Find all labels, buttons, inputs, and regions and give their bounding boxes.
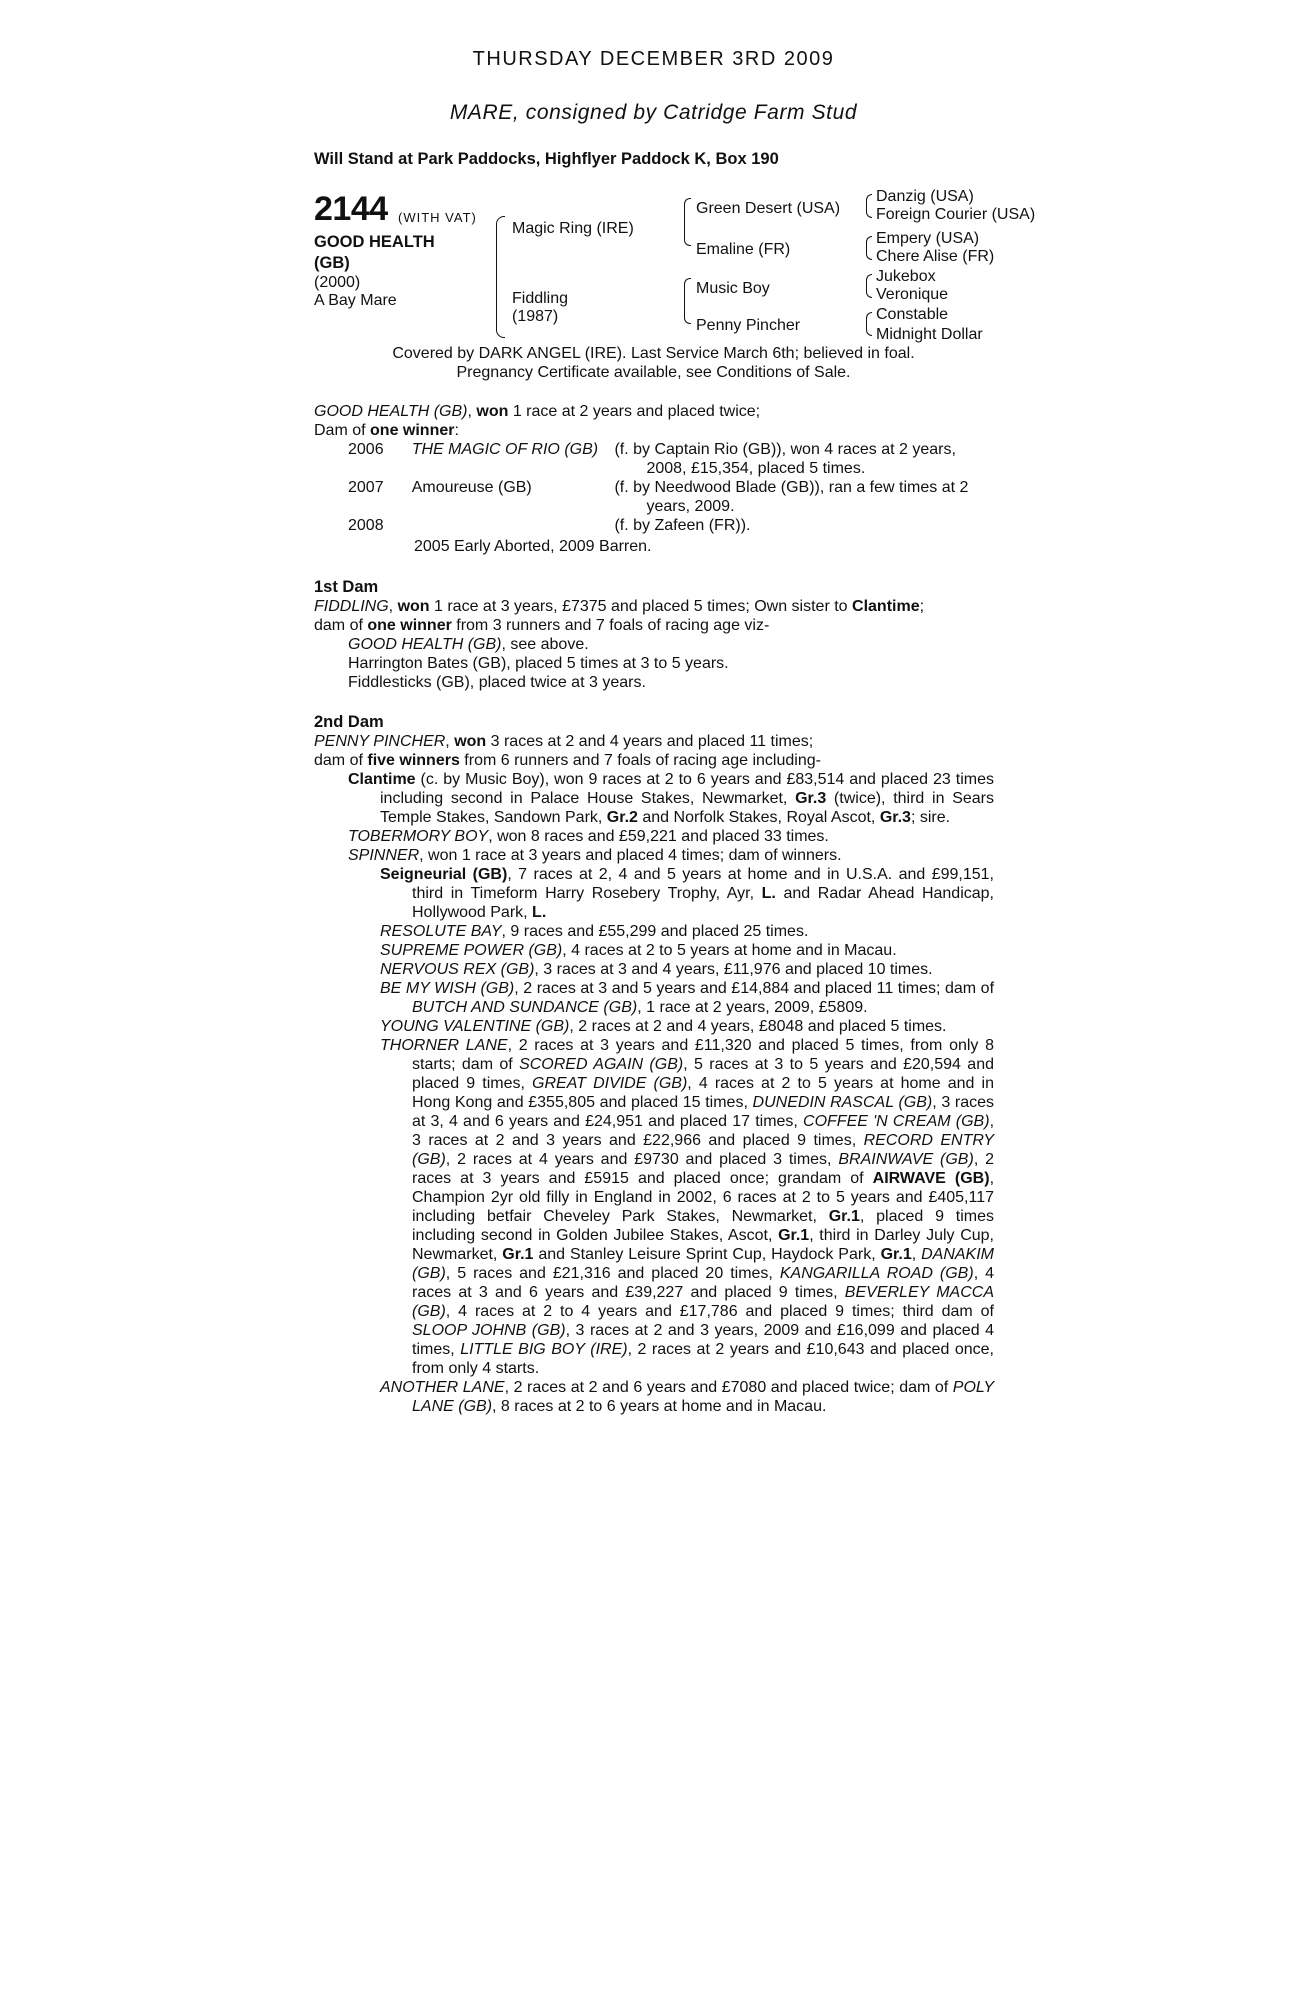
first-dam-offspring: GOOD HEALTH (GB), see above. bbox=[348, 636, 589, 653]
sire-name: Magic Ring (IRE) bbox=[512, 220, 634, 237]
sale-date-header: THURSDAY DECEMBER 3RD 2009 bbox=[472, 48, 835, 70]
dam-sire-name: Music Boy bbox=[696, 280, 770, 297]
lot-subtitle: MARE, consigned by Catridge Farm Stud bbox=[449, 101, 858, 124]
progeny-year: 2007 bbox=[348, 479, 384, 496]
first-dam-offspring: Harrington Bates (GB), placed 5 times at 3 to 5 years. bbox=[348, 655, 729, 672]
horse-foaling-year: (2000) bbox=[314, 274, 361, 291]
pedigree-bracket-gen1 bbox=[496, 216, 505, 338]
sire-dam-name: Emaline (FR) bbox=[696, 241, 791, 258]
covering-line-1: Covered by DARK ANGEL (IRE). Last Service March 6th; believed in foal. bbox=[392, 345, 915, 362]
progeny-name: THE MAGIC OF RIO (GB) bbox=[411, 441, 599, 458]
record-text: 1 race at 2 years and placed twice; bbox=[508, 403, 761, 420]
first-dam-record: FIDDLING, won 1 race at 3 years, £7375 and placed 5 times; Own sister to Clantime; bbox=[314, 598, 925, 615]
lot-record bbox=[314, 402, 994, 556]
grandoffspring-another-lane: ANOTHER LANE, 2 races at 2 and 6 years and £7080 and placed twice; dam of POLY LANE (GB), 8 races at 2 to 6 years at home and in Macau. bbox=[380, 1379, 995, 1415]
great-grandsire-6: Veronique bbox=[876, 286, 949, 303]
offspring-tobermory-boy: TOBERMORY BOY, won 8 races and £59,221 and placed 33 times. bbox=[348, 828, 829, 845]
progeny-row bbox=[314, 516, 994, 535]
horse-name-line2: (GB) bbox=[314, 254, 350, 272]
grandoffspring-supreme-power: SUPREME POWER (GB), 4 races at 2 to 5 years at home and in Macau. bbox=[380, 942, 897, 959]
covering-note bbox=[0, 344, 1307, 382]
grandoffspring-seigneurial: Seigneurial (GB), 7 races at 2, 4 and 5 years at home and in U.S.A. and £99,151, third in Timeform Harry Rosebery Trophy, Ayr, L. and Radar Ahead Handicap, Hollywood Park, L. bbox=[380, 866, 995, 921]
progeny-year: 2008 bbox=[348, 517, 384, 534]
horse-description: A Bay Mare bbox=[314, 292, 397, 309]
great-grandsire-2: Foreign Courier (USA) bbox=[876, 206, 1036, 223]
record-won: won bbox=[476, 403, 509, 420]
progeny-name bbox=[412, 516, 615, 535]
pedigree-bracket-ggs4 bbox=[866, 312, 872, 336]
dam-year: (1987) bbox=[512, 308, 559, 325]
lot-number: 2144 bbox=[314, 190, 388, 228]
great-grandsire-4: Chere Alise (FR) bbox=[876, 248, 995, 265]
grandoffspring-be-my-wish: BE MY WISH (GB), 2 races at 3 and 5 years and £14,884 and placed 11 times; dam of BUTCH AND SUNDANCE (GB), 1 race at 2 years, 2009, £5809. bbox=[380, 980, 995, 1016]
covering-line-2: Pregnancy Certificate available, see Conditions of Sale. bbox=[456, 364, 851, 381]
second-dam-section bbox=[314, 713, 994, 1416]
grandoffspring-thorner-lane: THORNER LANE, 2 races at 3 years and £11,320 and placed 5 times, from only 8 starts; dam of SCORED AGAIN (GB), 5 races at 3 to 5 years and £20,594 and placed 9 times, GREAT DIVIDE (GB), 4 races at 2 to 5 years at home and in Hong Kong and £355,805 and placed 15 times, DUNEDIN RASCAL (GB), 3 races at 3, 4 and 6 years and £24,951 and placed 17 times, COFFEE 'N CREAM (GB), 3 races at 2 and 3 years and £22,966 and placed 9 times, RECORD ENTRY (GB), 2 races at 4 years and £9730 and placed 3 times, BRAINWAVE (GB), 2 races at 3 years and £5915 and placed once; grandam of AIRWAVE (GB), Champion 2yr old filly in England in 2002, 6 races at 2 to 5 years and £405,117 including betfair Cheveley Park Stakes, Newmarket, Gr.1, placed 9 times including second in Golden Jubilee Stakes, Ascot, Gr.1, third in Darley July Cup, Newmarket, Gr.1 and Stanley Leisure Sprint Cup, Haydock Park, Gr.1, DANAKIM (GB), 5 races and £21,316 and placed 20 times, KANGARILLA ROAD (GB), 4 races at 3 and 6 years and £39,227 and placed 9 times, BEVERLEY MACCA (GB), 4 races at 2 to 4 years and £17,786 and placed 9 times; third dam of SLOOP JOHNB (GB), 3 races at 2 and 3 years, 2009 and £16,099 and placed 4 times, LITTLE BIG BOY (IRE), 2 races at 2 years and £10,643 and placed once, from only 4 starts. bbox=[380, 1037, 995, 1377]
pedigree-bracket-ggs1 bbox=[866, 194, 872, 218]
progeny-note: (f. by Zafeen (FR)). bbox=[614, 517, 751, 534]
horse-name-line1: GOOD HEALTH bbox=[314, 233, 435, 251]
own-sister-name: Clantime bbox=[852, 598, 920, 615]
great-grandsire-8: Midnight Dollar bbox=[876, 326, 983, 343]
first-dam-heading: 1st Dam bbox=[314, 578, 379, 596]
pedigree-block bbox=[314, 190, 1074, 355]
second-dam-name: PENNY PINCHER bbox=[314, 733, 446, 750]
progeny-name: Amoureuse (GB) bbox=[411, 479, 532, 496]
great-grandsire-1: Danzig (USA) bbox=[876, 188, 974, 205]
first-dam-name: FIDDLING bbox=[314, 598, 389, 615]
grandoffspring-resolute-bay: RESOLUTE BAY, 9 races and £55,299 and placed 25 times. bbox=[380, 923, 809, 940]
second-dam-record: PENNY PINCHER, won 3 races at 2 and 4 years and placed 11 times; bbox=[314, 733, 814, 750]
pedigree-bracket-sire-line bbox=[684, 198, 691, 246]
sire-sire-name: Green Desert (USA) bbox=[696, 200, 841, 217]
progeny-year: 2006 bbox=[348, 441, 384, 458]
grandoffspring-nervous-rex: NERVOUS REX (GB), 3 races at 3 and 4 years, £11,976 and placed 10 times. bbox=[380, 961, 933, 978]
first-dam-section bbox=[314, 578, 994, 692]
great-grandsire-7: Constable bbox=[876, 306, 949, 323]
second-dam-heading: 2nd Dam bbox=[314, 713, 384, 731]
progeny-other: 2005 Early Aborted, 2009 Barren. bbox=[414, 538, 652, 555]
offspring-spinner: SPINNER, won 1 race at 3 years and placed 4 times; dam of winners. bbox=[348, 847, 842, 864]
progeny-note: (f. by Captain Rio (GB)), won 4 races at 2 years, 2008, £15,354, placed 5 times. bbox=[614, 441, 956, 477]
record-horse-name: GOOD HEALTH (GB) bbox=[314, 403, 468, 420]
vat-label: (WITH VAT) bbox=[398, 210, 477, 225]
first-dam-dam-of: dam of one winner from 3 runners and 7 foals of racing age viz- bbox=[314, 617, 770, 634]
offspring-clantime: Clantime (c. by Music Boy), won 9 races at 2 to 6 years and £83,514 and placed 23 times including second in Palace House Stakes, Newmarket, Gr.3 (twice), third in Sears Temple Stakes, Sandown Park, Gr.2 and Norfolk Stakes, Royal Ascot, Gr.3; sire. bbox=[348, 771, 994, 826]
dam-name: Fiddling bbox=[512, 290, 569, 307]
pedigree-bracket-dam-line bbox=[684, 278, 691, 324]
second-dam-dam-of: dam of five winners from 6 runners and 7 foals of racing age including- bbox=[314, 752, 821, 769]
horse-name bbox=[314, 232, 464, 274]
progeny-row bbox=[314, 440, 994, 478]
first-dam-offspring: Fiddlesticks (GB), placed twice at 3 years. bbox=[348, 674, 646, 691]
stabling-location: Will Stand at Park Paddocks, Highflyer Paddock K, Box 190 bbox=[314, 150, 779, 168]
dam-dam-name: Penny Pincher bbox=[696, 317, 801, 334]
pedigree-bracket-ggs2 bbox=[866, 236, 872, 260]
progeny-row bbox=[314, 478, 994, 516]
record-line: GOOD HEALTH (GB), won 1 race at 2 years and placed twice; bbox=[314, 403, 761, 420]
great-grandsire-3: Empery (USA) bbox=[876, 230, 980, 247]
record-winners-count: one winner bbox=[370, 422, 455, 439]
record-dam-of: Dam of one winner: bbox=[314, 422, 459, 439]
progeny-note: (f. by Needwood Blade (GB)), ran a few times at 2 years, 2009. bbox=[614, 479, 969, 515]
great-grandsire-5: Jukebox bbox=[876, 268, 936, 285]
grandoffspring-young-valentine: YOUNG VALENTINE (GB), 2 races at 2 and 4 years, £8048 and placed 5 times. bbox=[380, 1018, 947, 1035]
pedigree-bracket-ggs3 bbox=[866, 274, 872, 298]
